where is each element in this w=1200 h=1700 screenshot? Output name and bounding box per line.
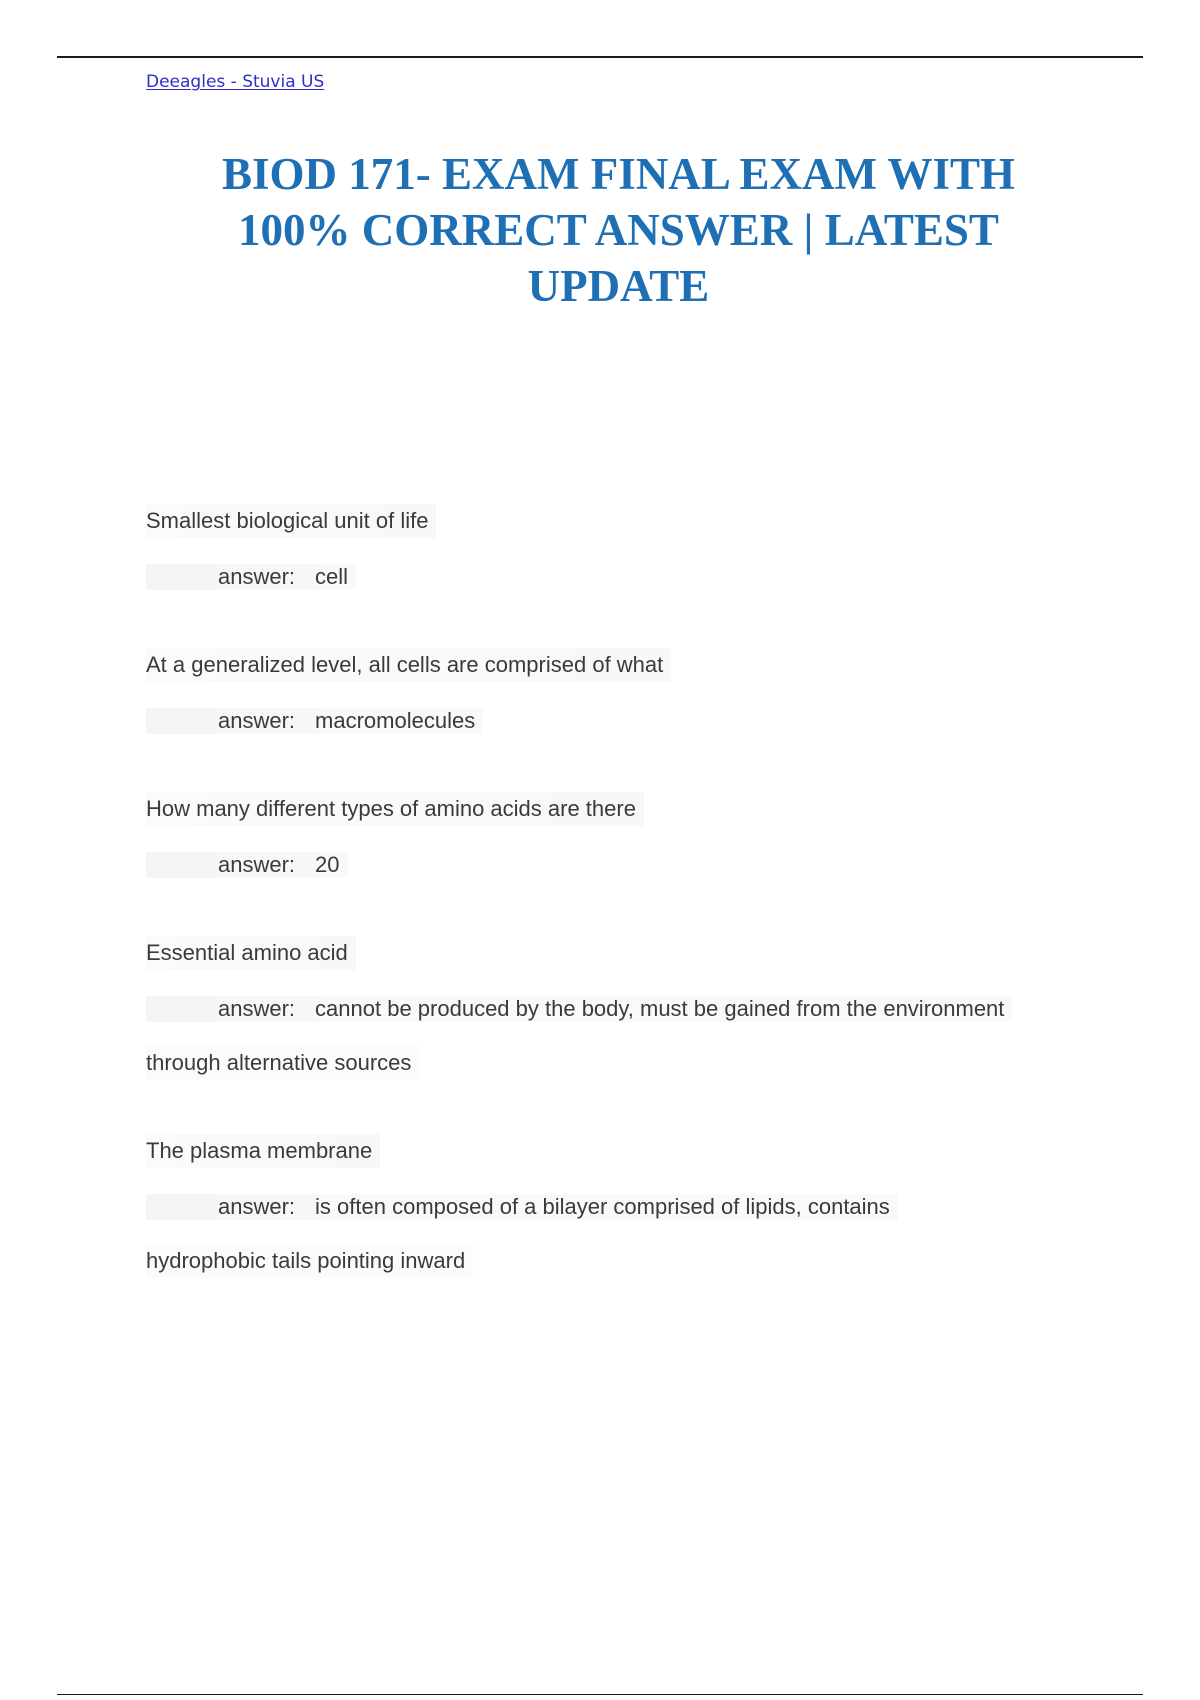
answer-indent bbox=[146, 996, 218, 1022]
qa-item bbox=[146, 936, 1091, 1080]
qa-item bbox=[146, 1134, 1091, 1278]
answer-text: cannot be produced by the body, must be gained from the environment bbox=[315, 996, 1012, 1022]
document-title bbox=[146, 146, 1091, 314]
footer-rule bbox=[57, 1694, 1143, 1695]
question-text: Smallest biological unit of life bbox=[146, 504, 436, 538]
source-link[interactable]: Deeagles - Stuvia US bbox=[146, 72, 325, 92]
answer-label: answer: bbox=[218, 564, 315, 590]
answer-block bbox=[146, 704, 1091, 738]
qa-list bbox=[146, 504, 1091, 1332]
answer-indent bbox=[146, 564, 218, 590]
question-text: At a generalized level, all cells are comprised of what bbox=[146, 648, 671, 682]
answer-text: macromolecules bbox=[315, 708, 483, 734]
answer-indent bbox=[146, 852, 218, 878]
answer-text: is often composed of a bilayer comprised of lipids, contains bbox=[315, 1194, 898, 1220]
answer-label: answer: bbox=[218, 852, 315, 878]
answer-block bbox=[146, 992, 1091, 1080]
qa-item bbox=[146, 648, 1091, 738]
title-line-1: BIOD 171- EXAM FINAL EXAM WITH bbox=[222, 149, 1015, 199]
answer-label: answer: bbox=[218, 708, 315, 734]
qa-item bbox=[146, 792, 1091, 882]
title-line-2: 100% CORRECT ANSWER | LATEST bbox=[238, 205, 999, 255]
answer-block bbox=[146, 1190, 1091, 1278]
answer-indent bbox=[146, 1194, 218, 1220]
question-text: The plasma membrane bbox=[146, 1134, 380, 1168]
answer-text: 20 bbox=[315, 852, 347, 878]
answer-indent bbox=[146, 708, 218, 734]
title-line-3: UPDATE bbox=[527, 261, 710, 311]
question-text: How many different types of amino acids are there bbox=[146, 792, 644, 826]
header-rule bbox=[57, 56, 1143, 58]
answer-continuation: through alternative sources bbox=[146, 1046, 419, 1080]
question-text: Essential amino acid bbox=[146, 936, 356, 970]
answer-continuation: hydrophobic tails pointing inward bbox=[146, 1244, 473, 1278]
answer-label: answer: bbox=[218, 996, 315, 1022]
answer-label: answer: bbox=[218, 1194, 315, 1220]
answer-text: cell bbox=[315, 564, 356, 590]
qa-item bbox=[146, 504, 1091, 594]
answer-block bbox=[146, 560, 1091, 594]
answer-block bbox=[146, 848, 1091, 882]
